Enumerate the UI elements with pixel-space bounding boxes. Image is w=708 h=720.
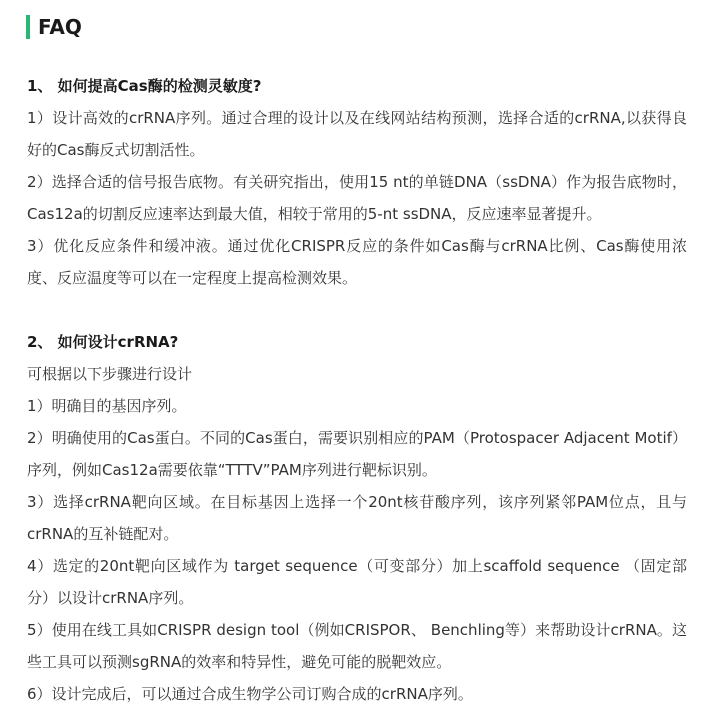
answer-2-item-4: 4）选定的20nt靶向区域作为 target sequence（可变部分）加上scaffold sequence （固定部分）以设计crRNA序列。	[27, 557, 687, 607]
faq-header	[26, 14, 82, 40]
faq-section-2	[27, 326, 687, 710]
section-spacer	[27, 294, 687, 326]
accent-bar	[26, 15, 30, 39]
answer-2-item-6: 6）设计完成后，可以通过合成生物学公司订购合成的crRNA序列。	[27, 685, 473, 703]
answer-1-item-3: 3）优化反应条件和缓冲液。通过优化CRISPR反应的条件如Cas酶与crRNA比例、Cas酶使用浓度、反应温度等可以在一定程度上提高检测效果。	[27, 237, 687, 287]
answer-2-item-1: 1）明确目的基因序列。	[27, 397, 187, 415]
answer-1-item-1: 1）设计高效的crRNA序列。通过合理的设计以及在线网站结构预测，选择合适的crRNA,以获得良好的Cas酶反式切割活性。	[27, 109, 687, 159]
page-title: FAQ	[38, 15, 82, 39]
answer-2-intro: 可根据以下步骤进行设计	[27, 365, 193, 383]
answer-1-item-2: 2）选择合适的信号报告底物。有关研究指出，使用15 nt的单链DNA（ssDNA）作为报告底物时，Cas12a的切割反应速率达到最大值，相较于常用的5-nt ssDNA，反应速率显著提升。	[27, 173, 687, 223]
question-1: 1、 如何提高Cas酶的检测灵敏度?	[27, 77, 262, 95]
faq-section-1	[27, 70, 687, 294]
answer-2-item-2: 2）明确使用的Cas蛋白。不同的Cas蛋白，需要识别相应的PAM（Protospacer Adjacent Motif）序列，例如Cas12a需要依靠“TTTV”PAM序列进行靶标识别。	[27, 429, 687, 479]
question-2: 2、 如何设计crRNA?	[27, 333, 179, 351]
answer-2-item-5: 5）使用在线工具如CRISPR design tool（例如CRISPOR、 Benchling等）来帮助设计crRNA。这些工具可以预测sgRNA的效率和特异性，避免可能的脱靶效应。	[27, 621, 687, 671]
answer-2-item-3: 3）选择crRNA靶向区域。在目标基因上选择一个20nt核苷酸序列，该序列紧邻PAM位点，且与crRNA的互补链配对。	[27, 493, 687, 543]
faq-content	[27, 70, 687, 710]
